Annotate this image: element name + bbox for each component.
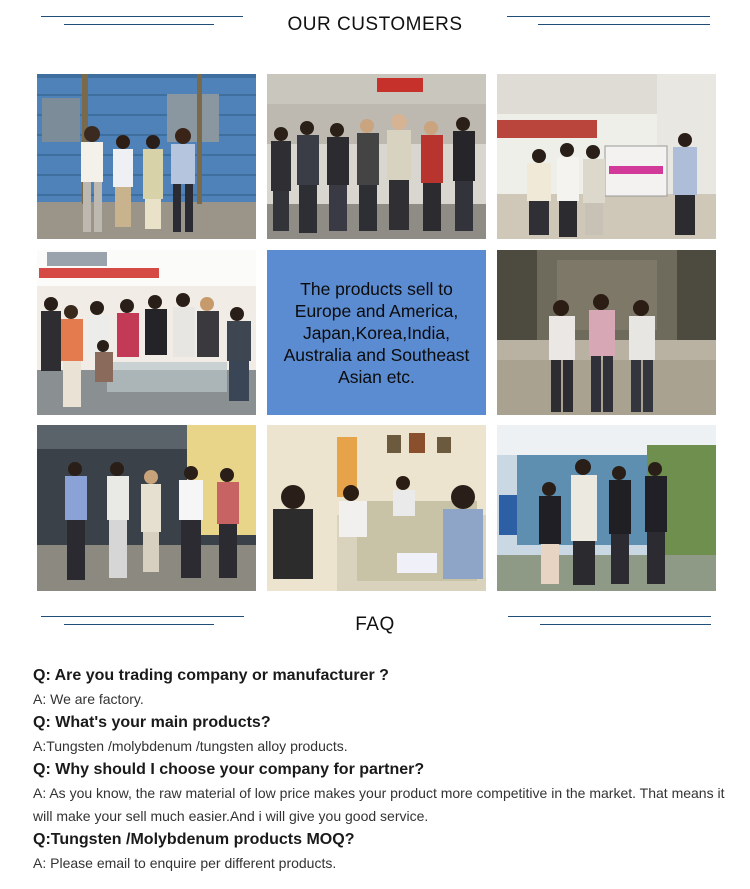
faq-answer: A: We are factory.	[33, 691, 144, 707]
faq-answer: A:Tungsten /molybdenum /tungsten alloy products.	[33, 738, 348, 754]
customer-photo-5	[497, 250, 716, 415]
header-rule	[508, 616, 711, 617]
faq-answer: A: As you know, the raw material of low price makes your product more competitive in the market. That means it will make your sell much easier.And i will give you good service.	[33, 785, 725, 824]
customer-photo-7	[267, 425, 486, 591]
customers-header	[0, 14, 750, 44]
customer-photo-4	[37, 250, 256, 415]
customer-photo-grid	[37, 74, 716, 591]
section-title-faq: FAQ	[355, 614, 395, 635]
faq-list	[33, 664, 733, 875]
header-rule	[507, 16, 710, 17]
faq-question: Q: Why should I choose your company for partner?	[33, 761, 425, 778]
faq-question: Q:Tungsten /Molybdenum products MOQ?	[33, 831, 355, 848]
header-rule	[540, 624, 711, 625]
faq-question: Q: Are you trading company or manufacturer ?	[33, 667, 389, 684]
customer-photo-8	[497, 425, 716, 591]
faq-header	[0, 612, 750, 642]
customer-photo-6	[37, 425, 256, 591]
header-rule	[538, 24, 710, 25]
customer-photo-3	[497, 74, 716, 239]
market-blurb-text: The products sell to Europe and America, Japan,Korea,India, Australia and Southeast Asian etc.	[283, 278, 470, 387]
customer-photo-2	[267, 74, 486, 239]
section-title-customers: OUR CUSTOMERS	[287, 14, 463, 35]
faq-answer: A: Please email to enquire per different products.	[33, 855, 337, 871]
customer-photo-1	[37, 74, 256, 239]
market-blurb-box	[267, 250, 486, 415]
faq-question: Q: What's your main products?	[33, 714, 271, 731]
